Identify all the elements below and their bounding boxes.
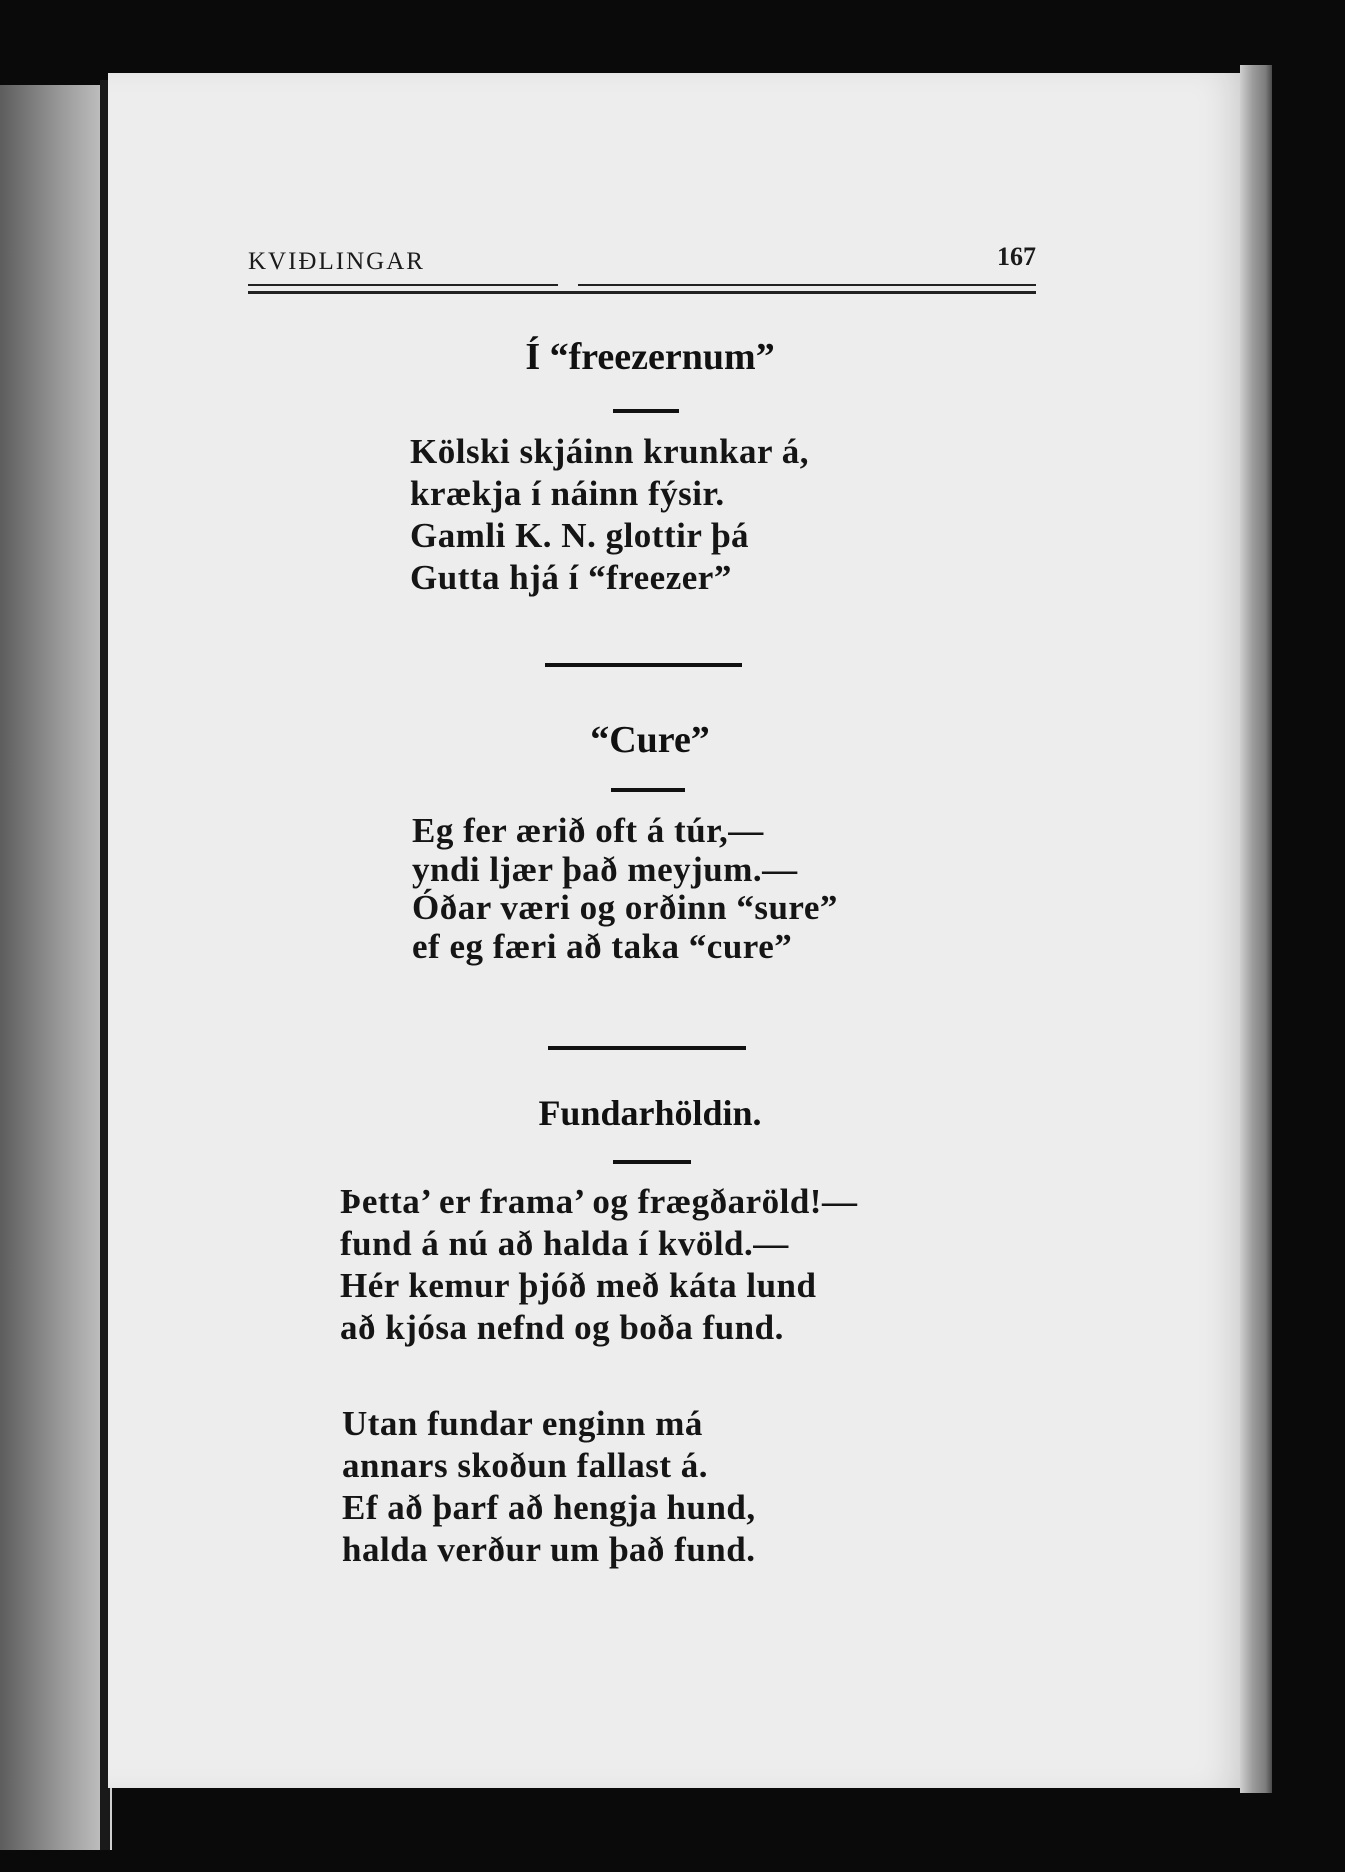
page-number: 167: [997, 242, 1036, 271]
section-divider: [548, 1046, 746, 1050]
verse-line: Óðar væri og orðinn “sure”: [412, 888, 838, 927]
verse-line: krækja í náinn fýsir.: [410, 474, 725, 513]
page-header: [248, 242, 1036, 288]
running-title: KVIÐLINGAR: [248, 248, 425, 275]
section-divider: [545, 663, 742, 667]
verse-line: Eg fer ærið oft á túr,—: [412, 811, 764, 850]
verse-line: Gamli K. N. glottir þá: [410, 516, 749, 555]
poem-title: Í “freezernum”: [525, 336, 775, 378]
header-rule: [248, 284, 558, 286]
page-fore-edge: [1240, 65, 1272, 1793]
verse-line: Þetta’ er frama’ og frægðaröld!—: [340, 1182, 858, 1221]
verse-line: yndi ljær það meyjum.—: [412, 849, 798, 889]
verse-line: Ef að þarf að hengja hund,: [342, 1488, 756, 1527]
header-rule: [578, 284, 1036, 286]
verse-line: Hér kemur þjóð með káta lund: [340, 1266, 817, 1305]
header-double-rule: [248, 291, 1036, 294]
verse-line: halda verður um það fund.: [342, 1530, 756, 1569]
poem-stanza: [410, 431, 809, 599]
poem-title: “Cure”: [590, 719, 710, 761]
verse-line: Gutta hjá í “freezer”: [410, 558, 732, 597]
verse-line: annars skoðun fallast á.: [342, 1446, 708, 1485]
poem-stanza: [340, 1181, 857, 1349]
verse-line: fund á nú að halda í kvöld.—: [340, 1224, 789, 1263]
verse-line: að kjósa nefnd og boða fund.: [340, 1308, 784, 1347]
poem-stanza: [412, 812, 838, 966]
verse-line: Kölski skjáinn krunkar á,: [410, 432, 809, 471]
poem-title: Fundarhöldin.: [538, 1093, 762, 1133]
verse-line: ef eg færi að taka “cure”: [412, 926, 793, 966]
title-rule: [613, 409, 679, 413]
poem-stanza: [342, 1403, 756, 1571]
verse-line: Utan fundar enginn má: [342, 1404, 703, 1443]
title-rule: [611, 788, 685, 792]
left-page-edge: [0, 85, 112, 1850]
title-rule: [613, 1160, 691, 1164]
